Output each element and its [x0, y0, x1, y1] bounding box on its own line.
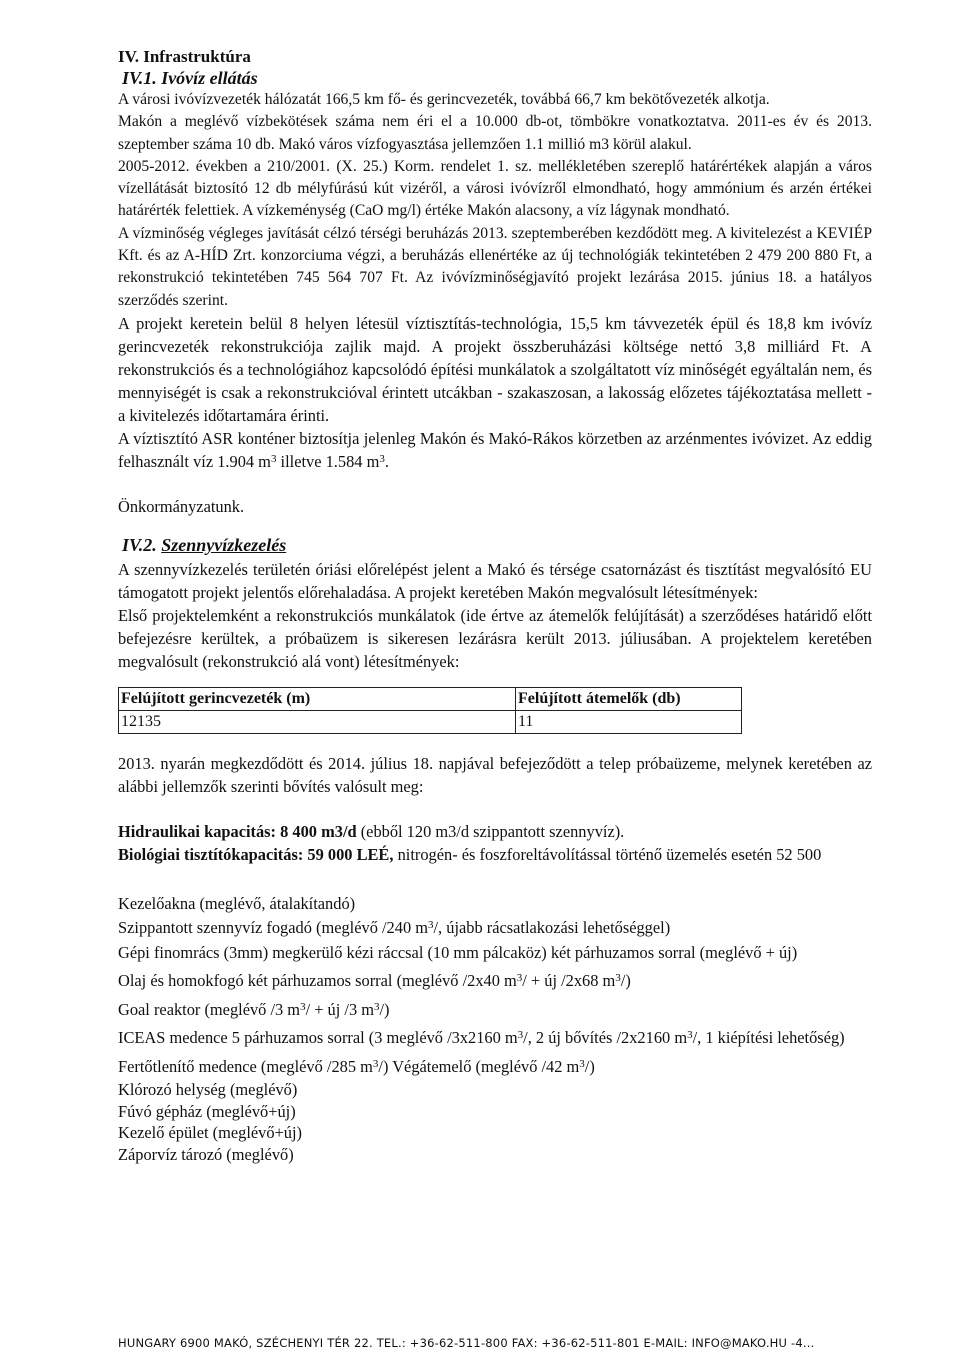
list-item: ICEAS medence 5 párhuzamos sorral (3 meglévő /3x2160 $m^3/$, 2 új bővítés /2x2160 $m^3/$, 1 kiépítési lehetőség): [118, 1028, 845, 1048]
water-paragraph-5: A projekt keretein belül 8 helyen létesül víztisztítás-technológia, 15,5 km távvezeték épül és 18,8 km ivóvíz gerincvezeték rekonstrukciója zajlik majd. A projekt összberuházási költsége nettó 3,8 milliárd Ft. A rekonstrukciós és a technológiához kapcsolódó építési munkálatok a szolgáltatott víz minőségét egyáltalán nem, és mennyiségét is csak a rekonstrukcióval érintett utcákban - szakaszosan, a lakosság előzetes tájékoztatása mellett - a kivitelezés időtartamára érinti.: [118, 313, 872, 425]
table-header-cell: Felújított átemelők (db): [516, 687, 742, 710]
list-item: Gépi finomrács (3mm) megkerülő kézi ráccsal (10 mm pálcaköz) két párhuzamos sorral (meglévő + új): [118, 942, 798, 962]
table-cell: 12135: [119, 710, 516, 733]
table-header-cell: Felújított gerincvezeték (m): [119, 687, 516, 710]
list-item: Kezelő épület (meglévő+új): [118, 1123, 303, 1143]
list-item: Klórozó helység (meglévő): [118, 1080, 298, 1100]
subsection-heading-water: IV.1. Ivóvíz ellátás: [122, 68, 258, 88]
list-item: Kezelőakna (meglévő, átalakítandó): [118, 893, 356, 913]
sewage-paragraph-3: 2013. nyarán megkezdődött és 2014. július 18. napjával befejeződött a telep próbaüzeme, melynek keretében az alábbi jellemzők szerinti bővítés valósult meg:: [118, 753, 872, 796]
water-paragraph-2: Makón a meglévő vízbekötések száma nem éri el a 10.000 db-ot, tömbökre vonatkoztatva. 2011-es év és 2013. szeptember száma 10 db. Makó város vízfogyasztása jellemzően 1.1 millió m3 körül alakul.: [118, 113, 872, 153]
water-paragraph-6: A víztisztító ASR konténer biztosítja jelenleg Makón és Makó-Rákos körzetben az arzénmentes ivóvizet. Az eddig felhasznált víz 1.904 $m^3$ illetve 1.584 $m^3$.: [118, 428, 872, 471]
document-page: [118, 46, 872, 1165]
list-item: Záporvíz tározó (meglévő): [118, 1144, 294, 1164]
sewage-paragraph-2: Első projektelemként a rekonstrukciós munkálatok (ide értve az átemelők felújítását) a szerződéses határidő előtt befejezésre kerültek, a próbaüzem is sikeresen lezárásra került 2013. júliusában. A projektelem keretében megvalósult (rekonstrukció alá vont) létesítmények:: [118, 605, 872, 671]
water-paragraph-4: A vízminőség végleges javítását célzó térségi beruházás 2013. szeptemberében kezdődött meg. A kivitelezést a KEVIÉP Kft. és az A-HÍD Zrt. konzorciuma végzi, a beruházás ellenértéke az új technológiák tekintetében 2 479 200 880 Ft, a rekonstrukció tekintetében 745 564 707 Ft. Az ivóvízminőségjavító projekt lezárása 2015. június 18. a hatályos szerződés szerint.: [118, 224, 872, 309]
list-item: Olaj és homokfogó két párhuzamos sorral (meglévő /2x40 $m^3/$ + új /2x68 $m^3/$): [118, 971, 631, 991]
biological-capacity: Biológiai tisztítókapacitás: 59 000 LEÉ, nitrogén- és foszforeltávolítással történő üzemelés esetén 52 500: [118, 844, 822, 864]
water-paragraph-3: 2005-2012. években a 210/2001. (X. 25.) Korm. rendelet 1. sz. mellékletében szereplő határértékek alapján a város vízellátását biztosító 12 db mélyfúrású kút vizéről, a városi ivóvízről elmondható, hogy ammónium és arzén értékei határérték felettiek. A vízkeménység (CaO mg/l) értéke Makón alacsony, a víz lágynak mondható.: [118, 157, 872, 220]
facilities-table: [118, 687, 742, 734]
facility-list: [118, 892, 872, 1166]
signoff-text: Önkormányzatunk.: [118, 496, 245, 516]
page-footer: HUNGARY 6900 MAKÓ, SZÉCHENYI TÉR 22. TEL.: +36-62-511-800 FAX: +36-62-511-801 E-MAIL: INFO@MAKO.HU -4...: [118, 1336, 815, 1350]
sewage-paragraph-1: A szennyvízkezelés területén óriási előrelépést jelent a Makó és térsége csatornázást és tisztítást megvalósító EU támogatott projekt jelentős előrehaladása. A projekt keretében Makón megvalósult létesítmények:: [118, 559, 872, 602]
section-heading: IV. Infrastruktúra: [118, 47, 251, 66]
subsection-heading-sewage: IV.2. Szennyvízkezelés: [122, 534, 287, 555]
list-item: Szippantott szennyvíz fogadó (meglévő /240 $m^3/$, újabb rácsatlakozási lehetőséggel): [118, 918, 671, 938]
table-row: [119, 710, 742, 733]
list-item: Goal reaktor (meglévő /3 $m^3/$ + új /3 $m^3/$): [118, 999, 390, 1019]
list-item: Fertőtlenítő medence (meglévő /285 $m^3/$) Végátemelő (meglévő /42 $m^3/$): [118, 1056, 595, 1076]
hydraulic-capacity: Hidraulikai kapacitás: 8 400 m3/d (ebből 120 m3/d szippantott szennyvíz).: [118, 821, 625, 841]
water-paragraph-1: A városi ivóvízvezeték hálózatát 166,5 km fő- és gerincvezeték, továbbá 66,7 km bekötővezeték alkotja.: [118, 91, 770, 108]
table-header-row: [119, 687, 742, 710]
table-cell: 11: [516, 710, 742, 733]
list-item: Fúvó gépház (meglévő+új): [118, 1101, 296, 1121]
